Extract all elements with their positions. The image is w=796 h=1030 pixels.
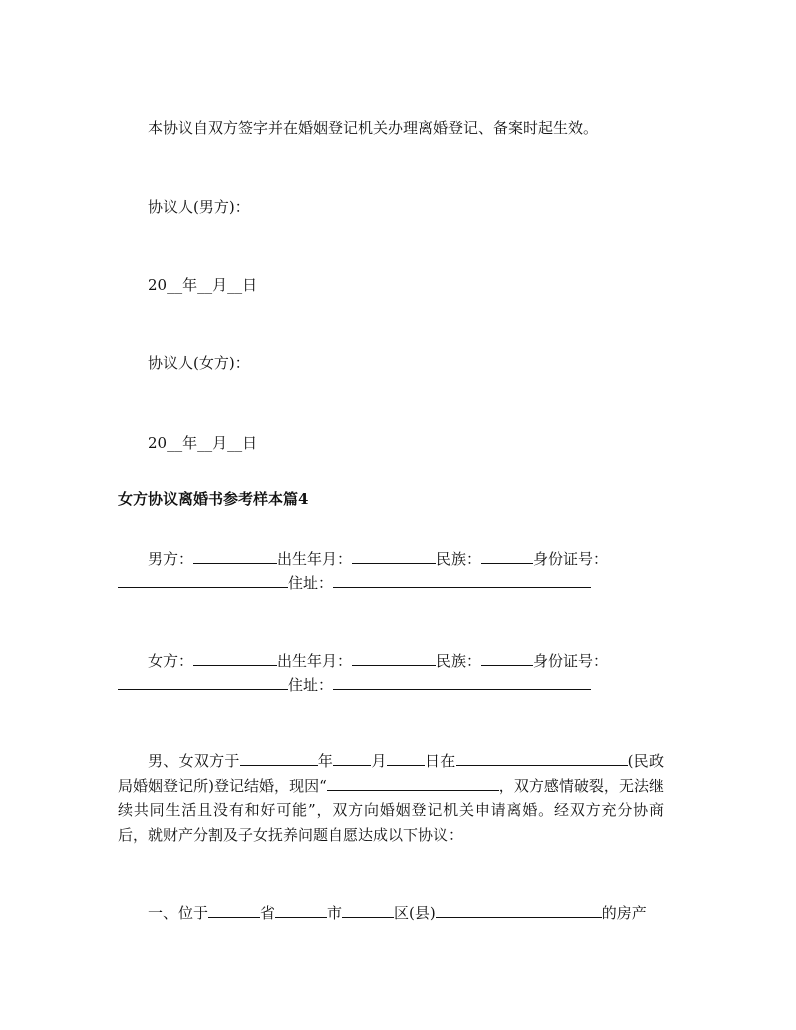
male-label: 男方：	[148, 550, 194, 568]
signer-female-label: 协议人(女方)：	[148, 354, 250, 372]
marriage-text-5: (民政局婚姻登记所)登记结婚，现因“	[118, 752, 664, 795]
effect-clause: 本协议自双方签字并在婚姻登记机关办理离婚登记、备案时起生效。	[148, 119, 599, 137]
female-info-line-2	[118, 674, 664, 696]
male-info-line-1	[148, 548, 664, 570]
female-ethnic-label: 民族：	[436, 652, 482, 670]
female-address-label: 住址：	[288, 676, 334, 694]
male-info-line-2	[118, 572, 664, 594]
male-birth-blank	[352, 548, 436, 564]
female-birth-label: 出生年月：	[277, 652, 353, 670]
property-district-blank	[342, 902, 394, 918]
marriage-text-3: 月	[371, 752, 387, 770]
marriage-text-1: 男、女双方于	[148, 752, 240, 770]
marriage-text-6: ，双方感情破裂，无法继续共同生活且没有和好可能”，双方向婚姻登记机关申请离婚。经双方充分协商后，就财产分割及子女抚养问题自愿达成以下协议：	[118, 776, 664, 844]
male-id-blank	[118, 572, 288, 588]
male-birth-label: 出生年月：	[277, 550, 353, 568]
property-text-4: 区(县)	[394, 904, 436, 922]
female-info-line-1	[148, 650, 664, 672]
marriage-year-blank	[240, 750, 318, 766]
property-text-5: 的房产	[601, 904, 647, 922]
property-text-2: 省	[260, 904, 276, 922]
property-text-3: 市	[327, 904, 343, 922]
female-ethnic-blank	[481, 650, 533, 666]
marriage-paragraph	[118, 749, 664, 847]
female-id-blank	[118, 674, 288, 690]
property-address-blank	[436, 902, 602, 918]
female-id-label: 身份证号：	[533, 652, 609, 670]
male-address-blank	[333, 572, 591, 588]
property-province-blank	[208, 902, 260, 918]
male-name-blank	[193, 548, 277, 564]
marriage-text-4: 日在	[424, 752, 456, 770]
marriage-day-blank	[387, 750, 425, 766]
date-female: 20__年__月__日	[148, 434, 258, 452]
property-text-1: 一、位于	[148, 904, 209, 922]
marriage-text-2: 年	[317, 752, 334, 770]
section-title: 女方协议离婚书参考样本篇4	[118, 490, 309, 508]
female-birth-blank	[352, 650, 436, 666]
marriage-reason-blank	[327, 775, 499, 791]
marriage-month-blank	[333, 750, 371, 766]
female-address-blank	[333, 674, 591, 690]
marriage-place-blank	[456, 750, 628, 766]
male-ethnic-blank	[481, 548, 533, 564]
female-name-blank	[193, 650, 277, 666]
date-male: 20__年__月__日	[148, 276, 258, 294]
property-city-blank	[275, 902, 327, 918]
signer-male-label: 协议人(男方)：	[148, 198, 250, 216]
male-address-label: 住址：	[288, 574, 334, 592]
property-clause	[148, 902, 664, 924]
male-ethnic-label: 民族：	[436, 550, 482, 568]
male-id-label: 身份证号：	[533, 550, 609, 568]
female-label: 女方：	[148, 652, 194, 670]
